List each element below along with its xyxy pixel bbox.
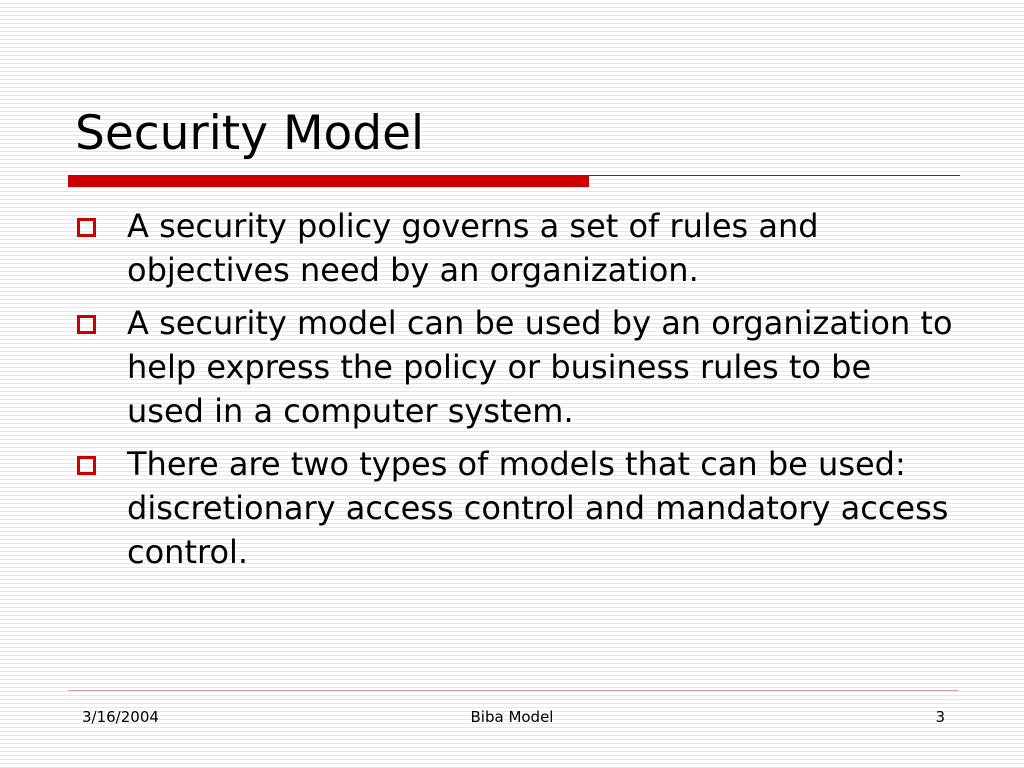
page-number: 3 xyxy=(935,708,945,726)
bullet-text: A security policy governs a set of rules and objectives need by an organization. xyxy=(127,207,819,289)
hollow-square-bullet-icon xyxy=(77,315,96,334)
bullet-item xyxy=(75,442,955,574)
bullet-item xyxy=(75,301,955,433)
bullet-text: There are two types of models that can be used: discretionary access control and mandatory access control. xyxy=(127,445,949,571)
footer-title: Biba Model xyxy=(470,708,554,726)
hollow-square-bullet-icon xyxy=(77,218,96,237)
title-underline-thin xyxy=(589,175,960,176)
footer-divider xyxy=(68,690,958,691)
bullet-text: A security model can be used by an organization to help express the policy or business rules to be used in a computer system. xyxy=(127,304,953,430)
title-underline-thick xyxy=(68,175,589,187)
footer-date: 3/16/2004 xyxy=(82,708,159,726)
slide-title: Security Model xyxy=(75,106,425,161)
bullet-list xyxy=(75,204,955,583)
hollow-square-bullet-icon xyxy=(77,456,96,475)
bullet-item xyxy=(75,204,955,292)
